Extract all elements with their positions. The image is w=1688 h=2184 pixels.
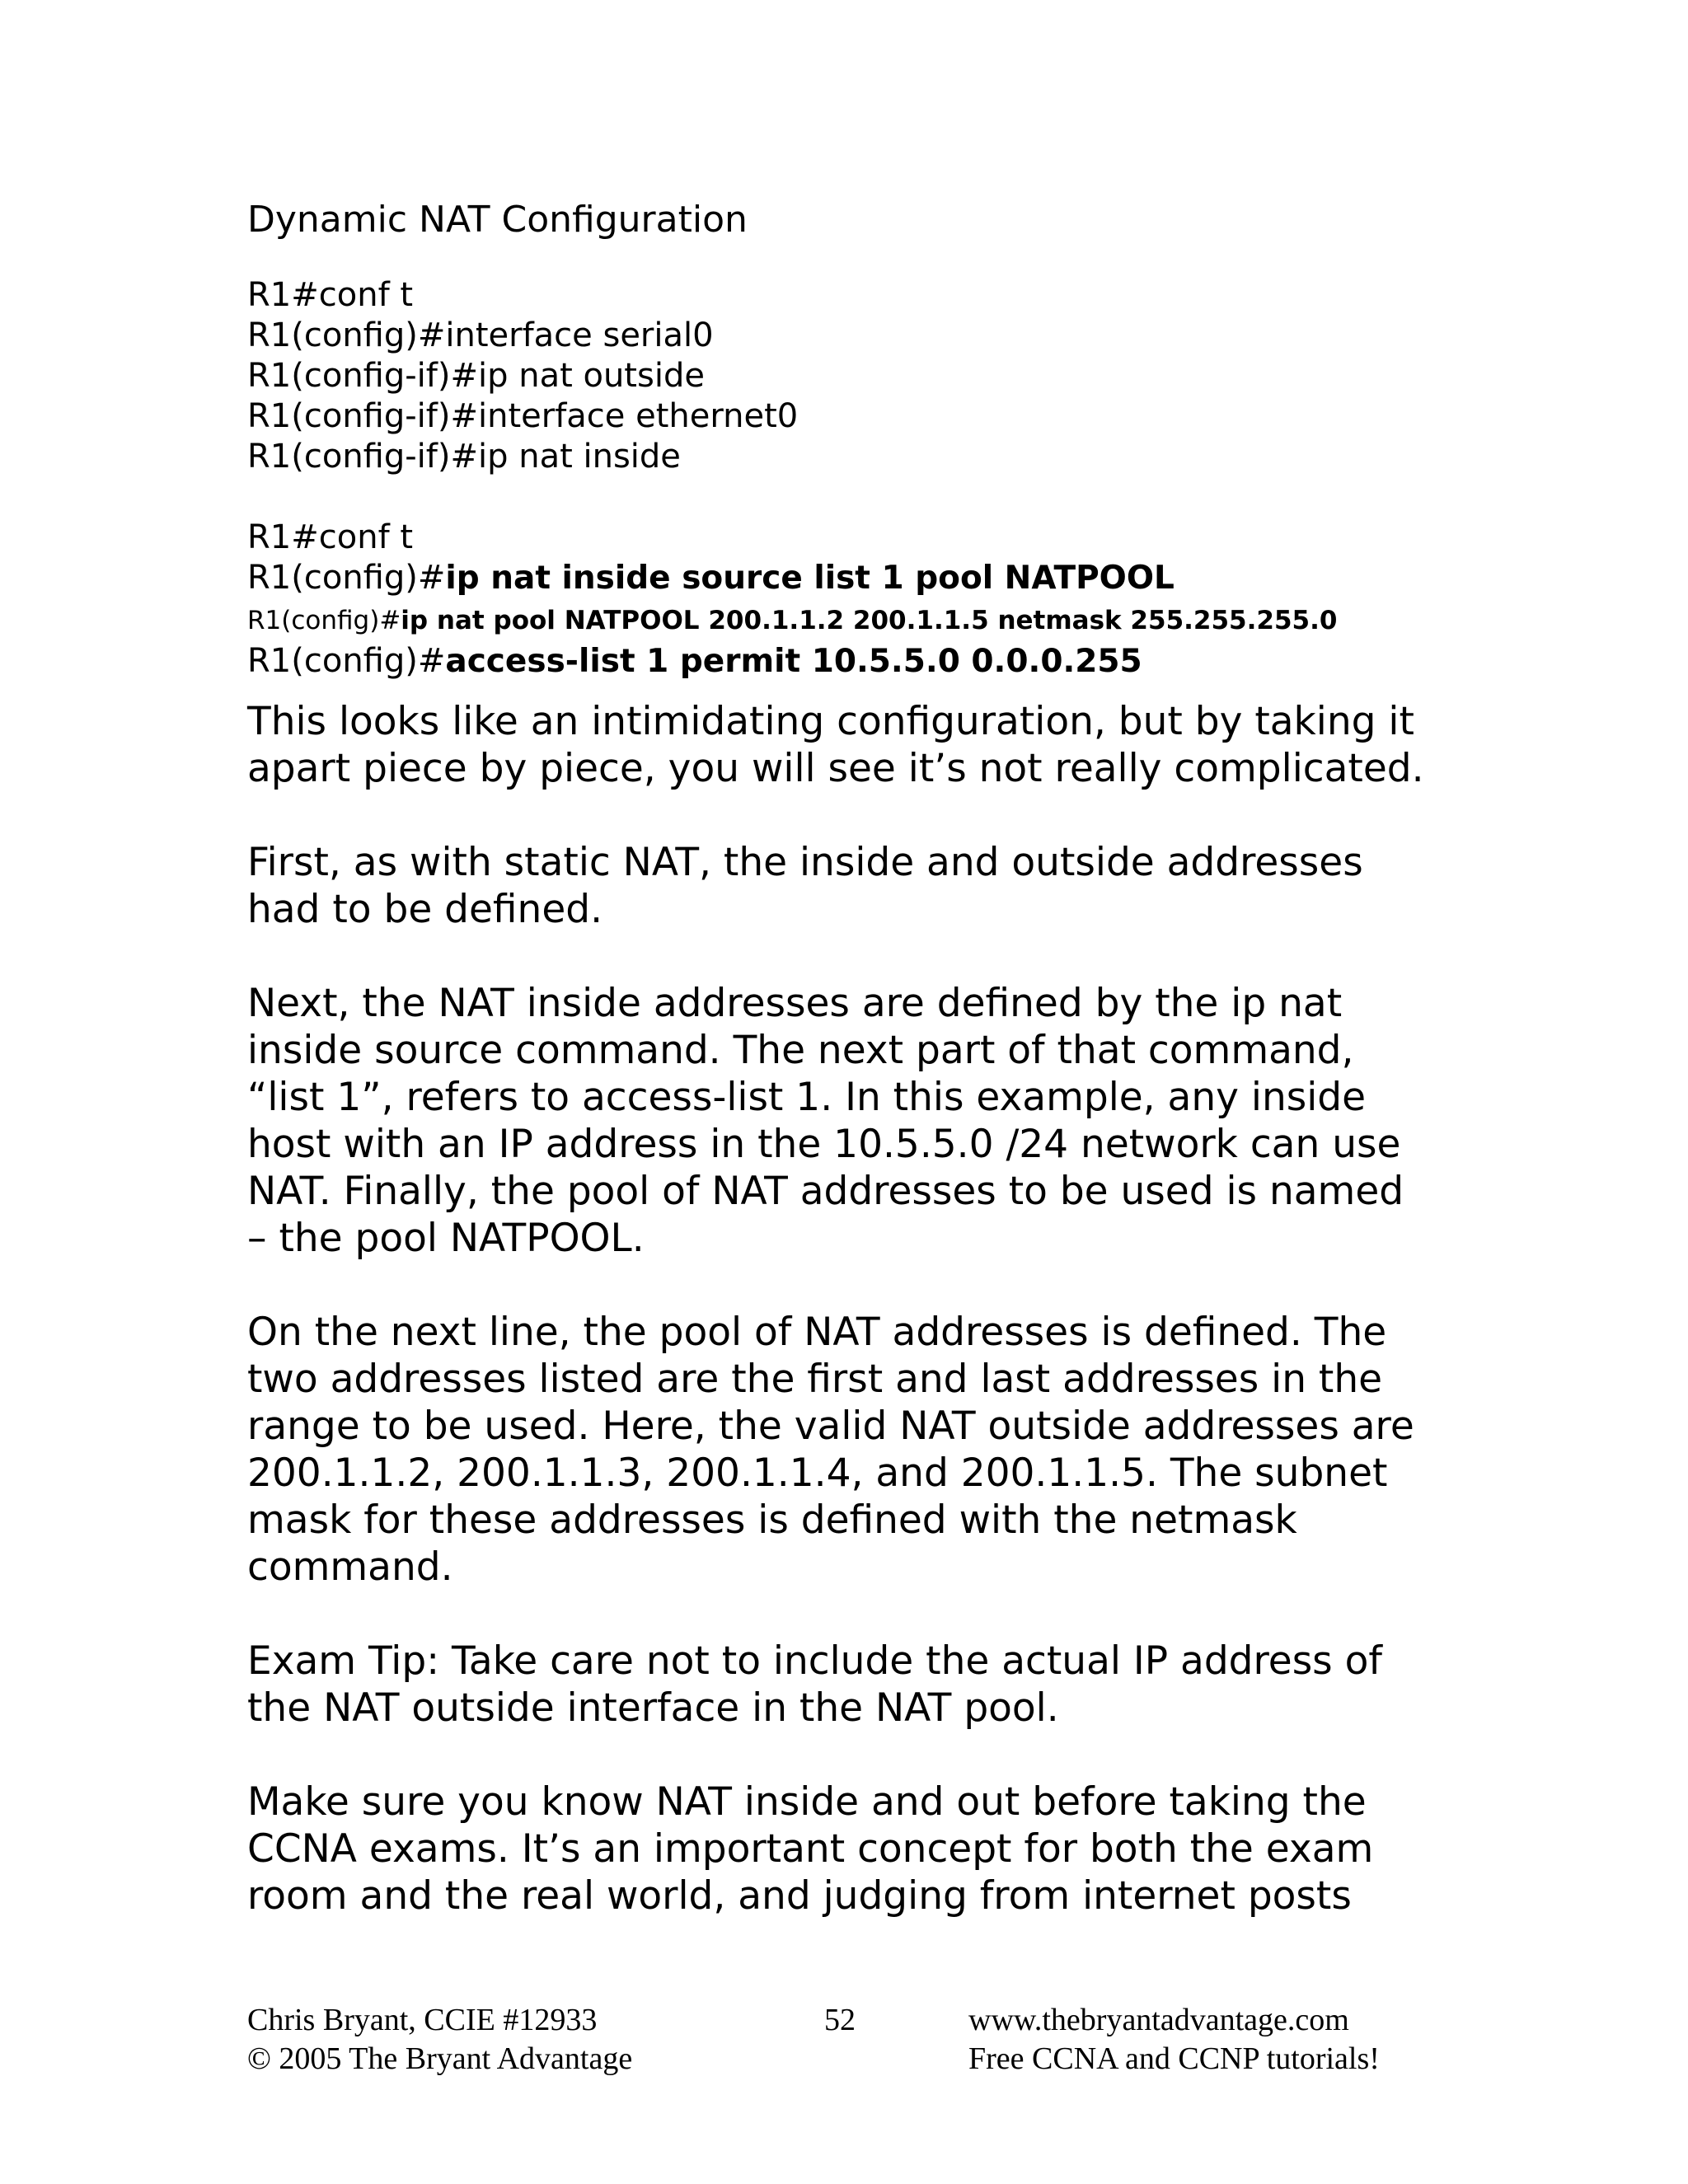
config-block-interfaces [247, 275, 1484, 477]
config-line: R1#conf t [247, 276, 414, 314]
text-line: Make sure you know NAT inside and out before taking the [247, 1779, 1367, 1825]
text-line: CCNA exams. It’s an important concept for both the exam [247, 1826, 1374, 1872]
page-number: 52 [824, 2003, 856, 2037]
config-block-nat [247, 518, 1484, 682]
footer-copyright: © 2005 The Bryant Advantage [247, 2041, 633, 2076]
text-line: – the pool NATPOOL. [247, 1216, 645, 1261]
footer-author: Chris Bryant, CCIE #12933 [247, 2003, 598, 2037]
text-line: range to be used. Here, the valid NAT outside addresses are [247, 1404, 1414, 1449]
section-heading: Dynamic NAT Configuration [247, 199, 748, 241]
config-line: R1(config)#interface serial0 [247, 316, 714, 354]
footer-right [968, 2001, 1380, 2079]
footer-website: www.thebryantadvantage.com [968, 2003, 1349, 2037]
text-line: This looks like an intimidating configuration, but by taking it [247, 699, 1414, 744]
config-prompt: R1(config)# [247, 642, 446, 680]
spacer [247, 477, 1484, 518]
body-text [247, 698, 1484, 1919]
config-line: R1(config-if)#interface ethernet0 [247, 397, 799, 435]
footer-tagline: Free CCNA and CCNP tutorials! [968, 2041, 1380, 2076]
config-prompt: R1(config)# [247, 606, 401, 635]
text-line: apart piece by piece, you will see it’s not really complicated. [247, 746, 1424, 791]
config-command: ip nat inside source list 1 pool NATPOOL [445, 560, 1175, 597]
text-line: On the next line, the pool of NAT addresses is defined. The [247, 1310, 1387, 1355]
text-line: the NAT outside interface in the NAT pool. [247, 1685, 1059, 1731]
text-line: inside source command. The next part of that command, [247, 1028, 1354, 1073]
paragraph [247, 980, 1484, 1262]
paragraph [247, 698, 1484, 792]
config-line: R1#conf t [247, 518, 414, 556]
config-line: R1(config-if)#ip nat inside [247, 438, 681, 476]
exam-tip-paragraph [247, 1638, 1484, 1732]
page-content [247, 196, 1484, 1919]
paragraph [247, 839, 1484, 933]
text-line: mask for these addresses is defined with the netmask [247, 1497, 1297, 1543]
text-line: Next, the NAT inside addresses are defined by the ip nat [247, 981, 1343, 1026]
paragraph [247, 1309, 1484, 1591]
config-line [247, 641, 1484, 682]
text-line: host with an IP address in the 10.5.5.0 /24 network can use [247, 1122, 1401, 1167]
text-line: command. [247, 1544, 453, 1590]
text-line: First, as with static NAT, the inside and outside addresses [247, 840, 1363, 885]
config-command: ip nat pool NATPOOL 200.1.1.2 200.1.1.5 netmask 255.255.255.0 [401, 606, 1338, 635]
footer-left [247, 2001, 632, 2079]
text-line: room and the real world, and judging from internet posts [247, 1873, 1352, 1919]
config-line: R1(config-if)#ip nat outside [247, 357, 705, 395]
text-line: NAT. Finally, the pool of NAT addresses to be used is named [247, 1169, 1404, 1214]
config-line [247, 598, 1484, 641]
text-line: “list 1”, refers to access-list 1. In this example, any inside [247, 1075, 1367, 1120]
text-line: Exam Tip: Take care not to include the actual IP address of [247, 1638, 1382, 1684]
text-line: 200.1.1.2, 200.1.1.3, 200.1.1.4, and 200.1.1.5. The subnet [247, 1451, 1388, 1496]
text-line: had to be defined. [247, 887, 603, 932]
config-line [247, 558, 1484, 598]
paragraph [247, 1779, 1484, 1919]
text-line: two addresses listed are the first and last addresses in the [247, 1357, 1383, 1402]
config-command: access-list 1 permit 10.5.5.0 0.0.0.255 [445, 643, 1142, 680]
config-prompt: R1(config)# [247, 559, 446, 597]
